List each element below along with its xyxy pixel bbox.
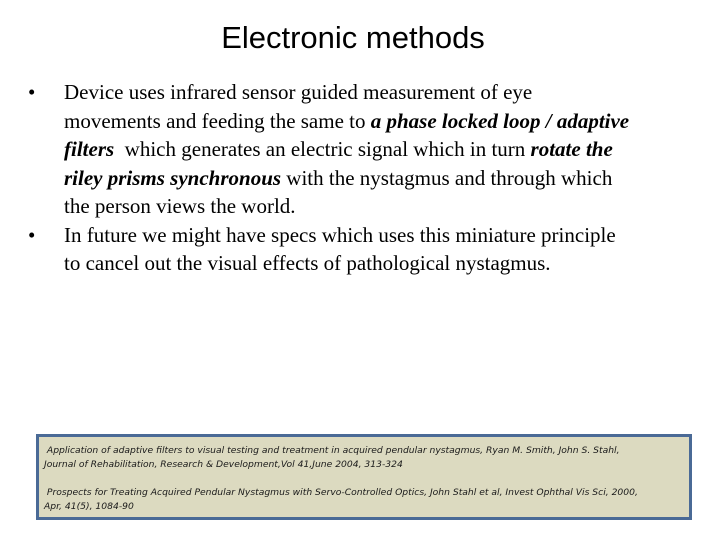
reference-line: Apr, 41(5), 1084-90 bbox=[44, 501, 134, 512]
text-run: with the nystagmus and through which bbox=[281, 165, 613, 190]
reference-line: Application of adaptive filters to visual testing and treatment in acquired pendular nystagmus, Ryan M. Smith, John S. Stahl, bbox=[44, 445, 620, 456]
bullet-line bbox=[64, 192, 718, 221]
text-run: Device uses infrared sensor guided measurement of eye bbox=[64, 80, 533, 104]
bullet-icon: • bbox=[28, 80, 36, 104]
text-run: the person views the world. bbox=[64, 194, 296, 218]
emphasis-run: a phase locked loop / adaptive bbox=[370, 108, 630, 133]
bullet-item-future-specs bbox=[26, 221, 718, 278]
bullet-icon: • bbox=[28, 222, 36, 247]
text-run: movements and feeding the same to bbox=[64, 108, 371, 133]
bullet-line bbox=[64, 78, 718, 107]
reference-item bbox=[44, 486, 683, 514]
text-run: to cancel out the visual effects of pathological nystagmus. bbox=[64, 251, 551, 275]
bullet-line bbox=[64, 221, 718, 250]
bullet-line bbox=[64, 135, 718, 164]
emphasis-run: rotate the bbox=[530, 137, 613, 161]
bullet-line bbox=[64, 107, 718, 136]
reference-item bbox=[44, 444, 683, 472]
text-run: which generates an electric signal which in turn bbox=[114, 137, 531, 161]
slide-title: Electronic methods bbox=[221, 20, 485, 55]
bullet-line bbox=[64, 164, 718, 193]
emphasis-run: filters bbox=[64, 137, 115, 161]
bullet-text bbox=[64, 78, 718, 221]
bullet-list bbox=[26, 78, 718, 278]
text-run: In future we might have specs which uses this miniature principle bbox=[64, 222, 616, 247]
bullet-item-infrared-device bbox=[26, 78, 718, 221]
emphasis-run: riley prisms synchronous bbox=[64, 165, 282, 190]
reference-line: Prospects for Treating Acquired Pendular Nystagmus with Servo-Controlled Optics, John Stahl et al, Invest Ophthal Vis Sci, 2000, bbox=[44, 487, 638, 498]
bullet-text bbox=[64, 221, 718, 278]
references-box bbox=[36, 434, 692, 520]
bullet-line bbox=[64, 249, 718, 278]
reference-line: Journal of Rehabilitation, Research & Development,Vol 41,June 2004, 313-324 bbox=[44, 459, 403, 470]
